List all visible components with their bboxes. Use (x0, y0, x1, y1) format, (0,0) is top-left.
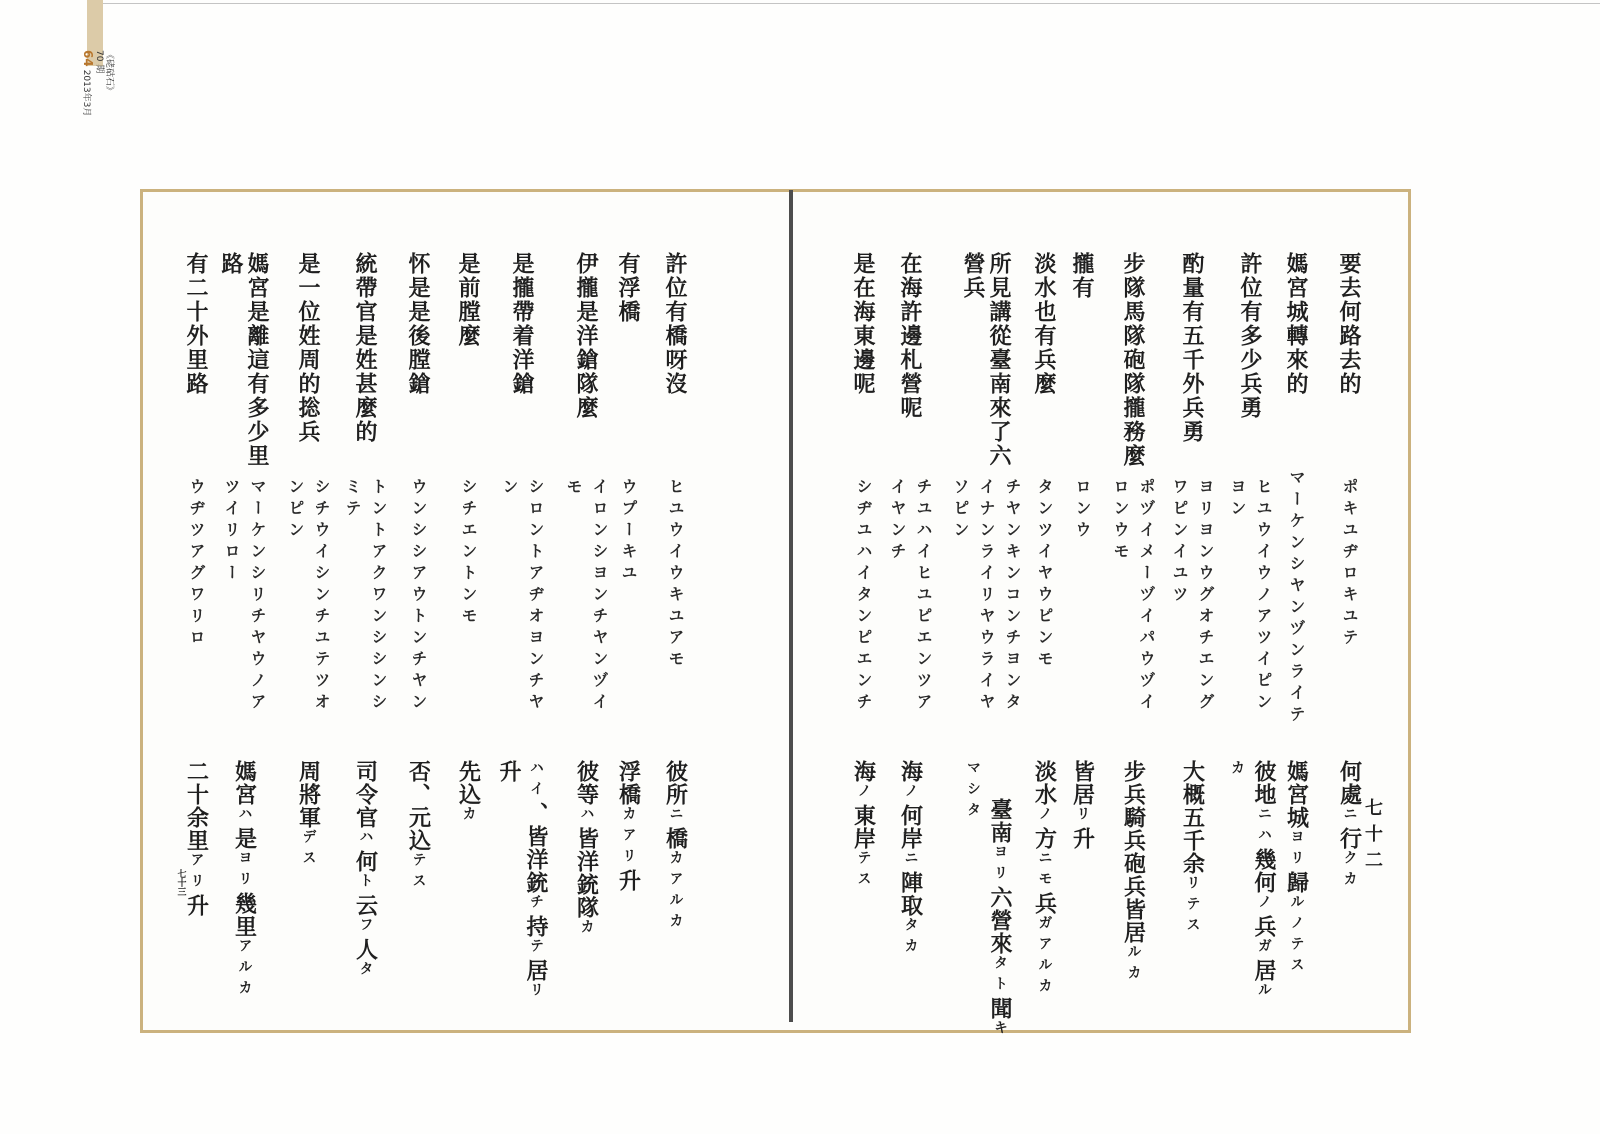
japanese-translation (183, 760, 210, 917)
text-line: ロンウモ (1111, 478, 1130, 564)
text-line: ウプーキユ (619, 478, 638, 586)
text-line: 浮橋カアリ升 (615, 760, 642, 892)
chinese-text (295, 252, 321, 444)
kana-reading (405, 478, 431, 715)
chinese-text (573, 252, 599, 420)
kana-reading (1031, 478, 1057, 672)
text-line: 要去何路去的 (1336, 252, 1362, 396)
page-label-right: 七十二 (1362, 798, 1383, 876)
running-header (80, 50, 114, 116)
text-line: 步兵騎兵砲兵皆居ルカ (1120, 760, 1147, 986)
japanese-translation (1283, 760, 1310, 978)
text-line: 何處ニ行クカ (1336, 760, 1363, 892)
kana-reading (662, 478, 688, 672)
japanese-translation (1031, 760, 1058, 999)
text-line: 淡水也有兵麼 (1031, 252, 1057, 396)
text-line: 先込カ (455, 760, 482, 827)
text-line: 營兵 (960, 252, 986, 300)
text-line: ツイリロー (222, 478, 241, 586)
text-line: シロントアヂオヨンチヤ (526, 478, 545, 715)
text-line: チユハイヒユピエンツア (914, 478, 933, 715)
japanese-translation (295, 760, 322, 871)
kana-reading (1166, 478, 1218, 715)
text-line: 伊攏是洋鎗隊麼 (573, 252, 599, 420)
japanese-translation (1336, 760, 1363, 892)
chinese-text (1336, 252, 1362, 396)
text-line: 媽宮是離這有多少里 (244, 252, 270, 468)
text-line: 淡水ノ方ニモ兵ガアルカ (1031, 760, 1058, 999)
kana-reading (455, 478, 481, 629)
japanese-translation (897, 760, 924, 959)
text-line: ウンシシアウトンチヤン (409, 478, 428, 715)
chinese-text (1031, 252, 1057, 396)
text-line: ヨリヨンウグオチエング (1196, 478, 1215, 715)
text-line: ヒユウイウキユアモ (666, 478, 685, 672)
text-line: タンツイヤウピンモ (1035, 478, 1054, 672)
text-line: ソピン (951, 478, 970, 543)
text-line: ポヅイメーヅイパウヅイ (1137, 478, 1156, 715)
page-info (80, 50, 94, 116)
text-line: ヒユウイウノアツイピン (1254, 478, 1273, 715)
kana-reading (1107, 478, 1159, 715)
kana-reading (947, 478, 1025, 715)
japanese-translation (455, 760, 482, 827)
chinese-text (850, 252, 876, 396)
text-line: 司令官ハ何ト云フ人タ (352, 760, 379, 982)
text-line: 彼地ニハ幾何ノ兵ガ居ル (1251, 760, 1277, 1003)
kana-reading (183, 478, 209, 650)
text-line: 許位有橋呀沒 (662, 252, 688, 396)
text-line: チヤンキンコンチヨンタ (1003, 478, 1022, 715)
text-line: ヨン (1228, 478, 1247, 521)
japanese-translation (405, 760, 432, 894)
text-line: マシタ (965, 760, 981, 823)
chinese-text (662, 252, 688, 396)
chinese-text (1179, 252, 1205, 444)
text-line: 統帶官是姓甚麼的 (352, 252, 378, 444)
text-line: ワピンイユツ (1170, 478, 1189, 607)
chinese-text (509, 252, 535, 396)
japanese-translation (231, 760, 258, 1001)
kana-reading (1069, 478, 1095, 543)
japanese-translation (573, 760, 600, 940)
text-line: 媽宮ハ是ヨリ幾里アルカ (231, 760, 258, 1001)
issue-number: 70 期 (94, 50, 104, 74)
kana-reading (1224, 478, 1276, 715)
text-line: シチエントンモ (459, 478, 478, 629)
chinese-text (455, 252, 481, 348)
chinese-text (1237, 252, 1263, 420)
text-line: 怀是是後膛鎗 (405, 252, 431, 396)
text-line: 攏有 (1069, 252, 1095, 300)
text-line: カ (1229, 760, 1245, 781)
japanese-translation (662, 760, 689, 934)
kana-reading (339, 478, 391, 715)
journal-title: 《硓𥑮石》 (104, 50, 114, 96)
issue-date: 2013年3月 (81, 69, 91, 117)
chinese-text (960, 252, 1012, 468)
chinese-text (1120, 252, 1146, 468)
japanese-translation (959, 760, 1013, 1041)
text-line: 步隊馬隊砲隊攏務麼 (1120, 252, 1146, 468)
text-line: 許位有多少兵勇 (1237, 252, 1263, 420)
kana-reading (282, 478, 334, 715)
text-line: ンピン (286, 478, 305, 543)
kana-reading (560, 478, 612, 715)
text-line: ポキユヂロキユテ (1340, 478, 1359, 650)
japanese-translation (1069, 760, 1096, 850)
text-line: ウヂツアグワリロ (187, 478, 206, 650)
text-line: 彼所ニ橋カアルカ (662, 760, 689, 934)
text-line: 是前膛麼 (455, 252, 481, 348)
text-line: 是一位姓周的捴兵 (295, 252, 321, 444)
text-line: イナンライリヤウライヤ (977, 478, 996, 715)
document-plate (140, 189, 1411, 1041)
scan-top-edge (100, 3, 1600, 4)
text-line: 路 (218, 252, 244, 276)
text-line: 是在海東邊呢 (850, 252, 876, 396)
chinese-text (405, 252, 431, 396)
text-line: モ (564, 478, 583, 500)
text-line: 二十余里アリ升 (183, 760, 210, 917)
text-line: ハイ、皆洋銃チ持テ居リ (523, 760, 549, 1003)
text-line: シヂユハイタンピエンチ (854, 478, 873, 715)
text-line: 臺南ヨリ六營來タト聞キ (987, 798, 1013, 1041)
text-line: 是攏帶着洋鎗 (509, 252, 535, 396)
kana-reading (1283, 469, 1309, 727)
text-line: 有二十外里路 (183, 252, 209, 396)
kana-reading (615, 478, 641, 586)
chinese-text (183, 252, 209, 396)
text-line: 媽宮城ヨリ歸ルノテス (1283, 760, 1310, 978)
chinese-text (897, 252, 923, 420)
kana-reading (496, 478, 548, 715)
page-gutter-line (789, 190, 793, 1022)
chinese-text (615, 252, 641, 324)
text-line: 在海許邊札營呢 (897, 252, 923, 420)
text-line: イロンシヨンチヤンヅイ (590, 478, 609, 715)
japanese-translation (1120, 760, 1147, 986)
text-line: 彼等ハ皆洋銃隊カ (573, 760, 600, 940)
text-line: 否、元込テス (405, 760, 432, 894)
text-line: シチウイシンチユテツオ (312, 478, 331, 715)
japanese-translation (1179, 760, 1206, 938)
text-line: 大概五千余リテス (1179, 760, 1206, 938)
text-line: 海ノ東岸テス (850, 760, 877, 892)
text-line: 皆居リ升 (1069, 760, 1096, 850)
text-line: トントアクワンシシンシ (369, 478, 388, 715)
japanese-translation (615, 760, 642, 892)
japanese-translation (495, 760, 549, 1003)
text-line: ミテ (343, 478, 362, 521)
text-line: マーケンシヤンヅンライテ (1287, 469, 1306, 727)
chinese-text (218, 252, 270, 468)
text-line: ロンウ (1073, 478, 1092, 543)
text-line: マーケンシリチヤウノア (248, 478, 267, 715)
kana-reading (218, 478, 270, 715)
text-line: 升 (496, 760, 522, 783)
page-label-left: 七十三 (175, 869, 186, 896)
text-line: 海ノ何岸ニ陣取タカ (897, 760, 924, 959)
text-line: 所見講從臺南來了六 (986, 252, 1012, 468)
kana-reading (884, 478, 936, 715)
chinese-text (1069, 252, 1095, 300)
chinese-text (1283, 252, 1309, 396)
kana-reading (1336, 478, 1362, 650)
japanese-translation (850, 760, 877, 892)
text-line: ン (500, 478, 519, 500)
kana-reading (850, 478, 876, 715)
japanese-translation (1223, 760, 1277, 1003)
chinese-text (352, 252, 378, 444)
text-line: 有浮橋 (615, 252, 641, 324)
japanese-translation (352, 760, 379, 982)
text-line: 媽宮城轉來的 (1283, 252, 1309, 396)
text-line: 酌量有五千外兵勇 (1179, 252, 1205, 444)
page-number: 64 (81, 50, 95, 67)
text-line: イヤンチ (888, 478, 907, 564)
text-line: 周將軍デス (295, 760, 322, 871)
